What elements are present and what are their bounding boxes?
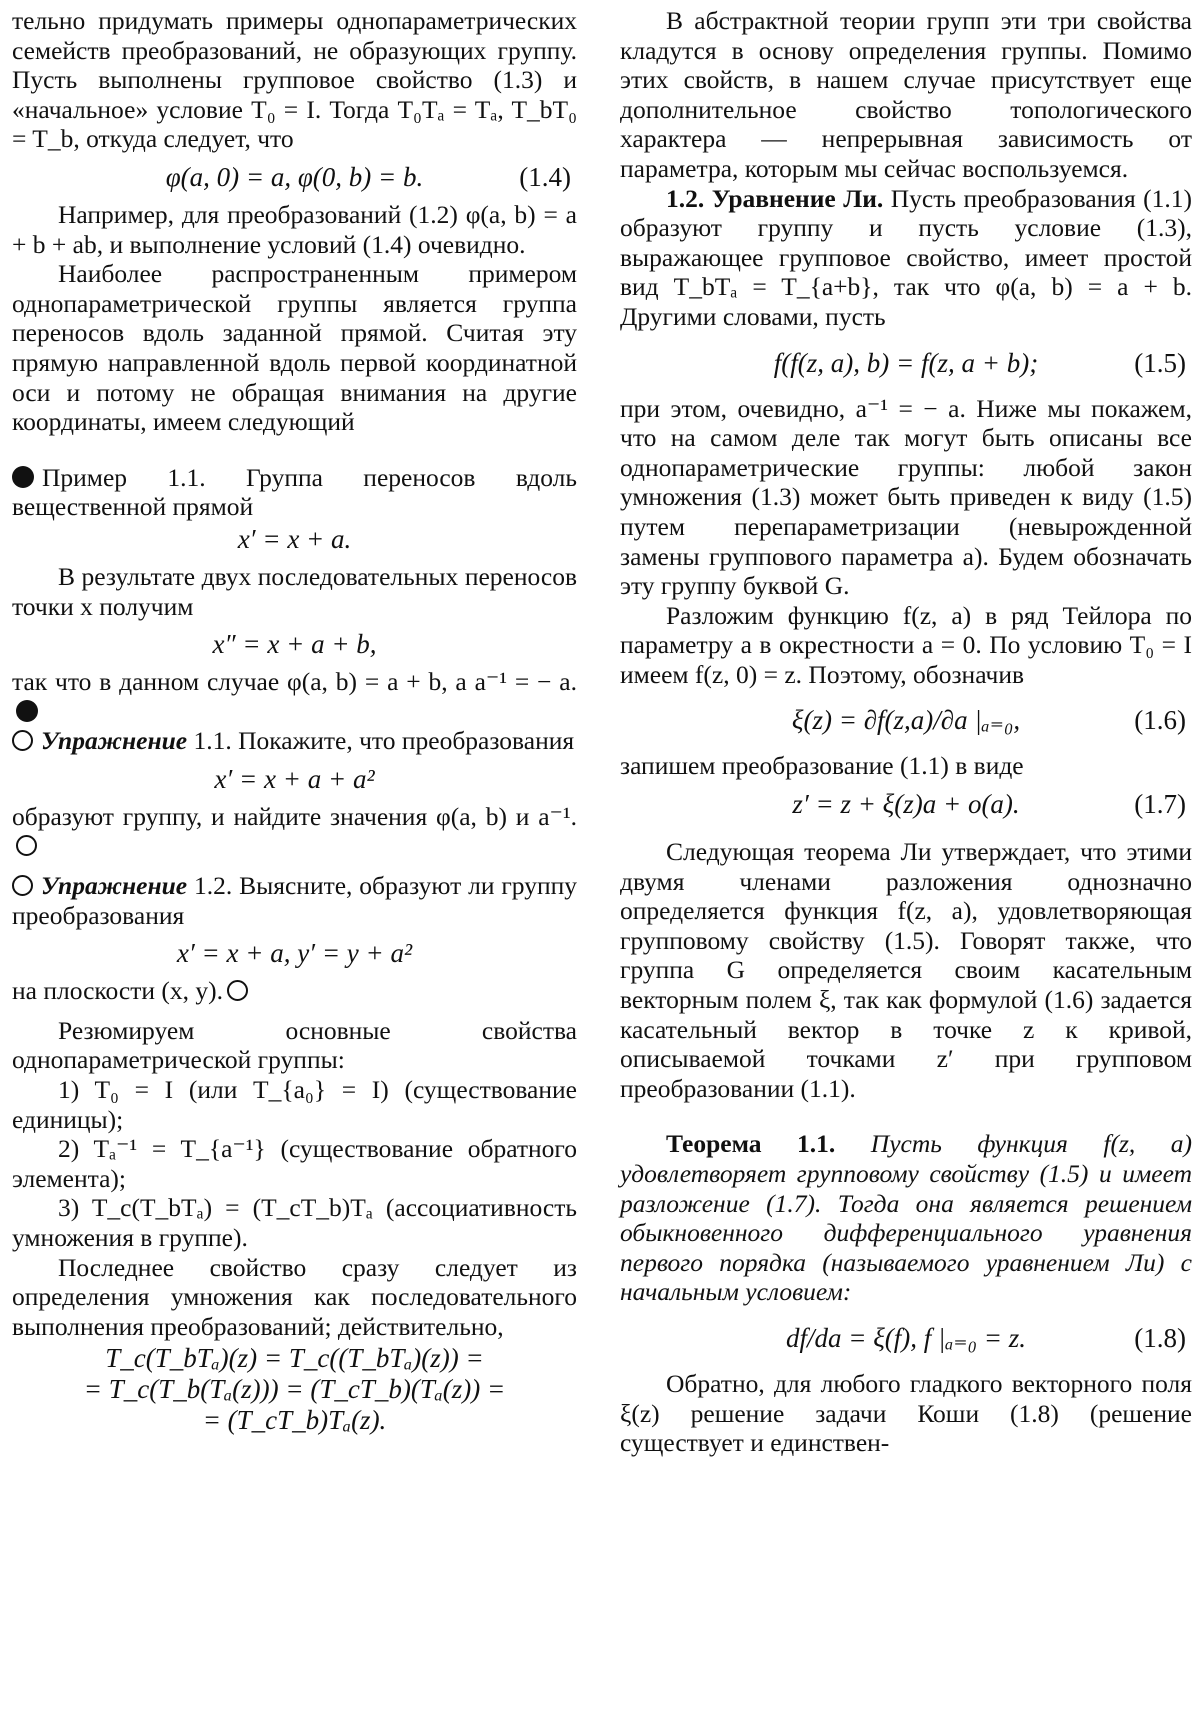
equation-number: (1.7) bbox=[1134, 789, 1186, 820]
paragraph bbox=[12, 802, 577, 861]
filled-bullet-icon bbox=[16, 700, 38, 722]
example-1-1 bbox=[12, 463, 577, 522]
paragraph: Резюмируем основные свойства однопараметрической группы: bbox=[12, 1015, 577, 1075]
paragraph: запишем преобразование (1.1) в виде bbox=[620, 751, 1024, 781]
right-column bbox=[620, 6, 1192, 1458]
section-1-2 bbox=[620, 184, 1192, 332]
equation-number: (1.8) bbox=[1134, 1322, 1186, 1353]
open-circle-icon bbox=[12, 875, 33, 896]
section-text: Пусть преобразования (1.1) образуют группу и пусть условие (1.3), выражающее групповое свойство, имеет простой вид T_bTₐ = T_{a+b}, так что φ(a, b) = a + b. Другими словами, пусть bbox=[620, 183, 1192, 331]
exercise-label: Упражнение bbox=[41, 871, 188, 901]
formula-text: φ(a, 0) = a, φ(0, b) = b. bbox=[165, 161, 424, 192]
theorem-label: Теорема 1.1. bbox=[666, 1129, 836, 1159]
equation-1-4 bbox=[12, 160, 577, 194]
paragraph: Например, для преобразований (1.2) φ(a, b) = a + b + ab, и выполнение условий (1.4) очевидно. bbox=[12, 199, 577, 259]
paragraph-text: так что в данном случае φ(a, b) = a + b, а a⁻¹ = − a. bbox=[12, 667, 577, 697]
paragraph: В результате двух последовательных переносов точки x получим bbox=[12, 561, 577, 621]
property-1: 1) T₀ = I (или T_{a₀} = I) (существование единицы); bbox=[12, 1075, 577, 1134]
equation-number: (1.4) bbox=[519, 161, 571, 192]
exercise-1-2 bbox=[12, 871, 577, 930]
formula-exercise-1 bbox=[12, 762, 577, 796]
equation-1-6 bbox=[620, 703, 1192, 737]
formula-two-translations bbox=[12, 627, 577, 661]
formula-line: = (T_cT_b)Tₐ(z). bbox=[202, 1405, 387, 1436]
section-title: 1.2. Уравнение Ли. bbox=[666, 183, 884, 213]
filled-bullet-icon bbox=[12, 466, 34, 488]
formula-line: = T_c(T_b(Tₐ(z))) = (T_cT_b)(Tₐ(z)) = bbox=[83, 1374, 506, 1405]
equation-1-7 bbox=[620, 787, 1192, 821]
paragraph-text: образуют группу, и найдите значения φ(a, b) и a⁻¹. bbox=[12, 801, 577, 831]
formula-text: df/da = ξ(f), f |ₐ₌₀ = z. bbox=[786, 1322, 1026, 1353]
paragraph bbox=[12, 667, 577, 726]
formula-text: x′ = x + a, y′ = y + a² bbox=[176, 938, 413, 969]
paragraph: Последнее свойство сразу следует из определения умножения как последовательного выполнения преобразований; действительно, bbox=[12, 1252, 577, 1341]
equation-number: (1.5) bbox=[1134, 347, 1186, 378]
formula-text: x′ = x + a. bbox=[237, 523, 352, 554]
paragraph: В абстрактной теории групп эти три свойства кладутся в основу определения группы. Помимо этих свойств, в нашем случае присутствует еще дополнительное свойство топологического характера — непрерывная зависимость от параметра, которым мы сейчас воспользуемся. bbox=[620, 6, 1192, 183]
exercise-text: 1.2. Выясните, образуют ли группу преобразования bbox=[12, 871, 577, 930]
open-circle-icon bbox=[12, 730, 33, 751]
formula-text: ξ(z) = ∂f(z,a)/∂a |ₐ₌₀, bbox=[791, 705, 1021, 736]
equation-1-8 bbox=[620, 1321, 1192, 1355]
paragraph: Обратно, для любого гладкого векторного поля ξ(z) решение задачи Коши (1.8) (решение существует и единствен- bbox=[620, 1368, 1192, 1458]
paragraph-text: на плоскости (x, y). bbox=[12, 976, 223, 1006]
formula-text: x″ = x + a + b, bbox=[212, 629, 377, 660]
theorem-text: Пусть функция f(z, a) удовлетворяет групповому свойству (1.5) и имеет разложение (1.7). Тогда она является решением обыкновенного дифференциального уравнения первого порядка (называемого уравнением Ли) с начальным условием: bbox=[620, 1129, 1192, 1307]
formula-text: f(f(z, a), b) = f(z, a + b); bbox=[773, 347, 1039, 378]
paragraph: Следующая теорема Ли утверждает, что этими двумя членами разложения однозначно определяется функция f(z, a), удовлетворяющая групповому свойству (1.5). Говорят также, что группа G определяется своим касательным векторным полем ξ, так как формулой (1.6) задается касательный вектор в точке z к кривой, описываемой точками z′ при групповом преобразовании (1.1). bbox=[620, 837, 1192, 1103]
paragraph: Наиболее распространенным примером однопараметрической группы является группа переносов вдоль заданной прямой. Считая эту прямую направленной вдоль первой координатной оси и потому не обращая внимания на другие координаты, имеем следующий bbox=[12, 259, 577, 437]
formula-example bbox=[12, 522, 577, 556]
paragraph: Разложим функцию f(z, a) в ряд Тейлора по параметру a в окрестности a = 0. По условию T₀ = I имеем f(z, 0) = z. Поэтому, обозначив bbox=[620, 600, 1192, 689]
paragraph: тельно придумать примеры однопараметрических семейств преобразований, не образующих группу. Пусть выполнены групповое свойство (1.3) и «начальное» условие T₀ = I. Тогда T₀Tₐ = Tₐ, T_bT₀ = T_b, откуда следует, что bbox=[12, 6, 577, 154]
formula-text: x′ = x + a + a² bbox=[214, 763, 375, 794]
formula-exercise-2 bbox=[12, 936, 577, 970]
open-circle-icon bbox=[16, 835, 37, 856]
exercise-1-1 bbox=[12, 726, 577, 756]
formula-text: z′ = z + ξ(z)a + o(a). bbox=[792, 789, 1020, 820]
formula-associativity bbox=[12, 1343, 577, 1436]
example-text: Пример 1.1. Группа переносов вдоль вещественной прямой bbox=[12, 462, 577, 522]
left-column bbox=[12, 6, 577, 1442]
exercise-label: Упражнение bbox=[41, 726, 188, 756]
equation-1-5 bbox=[620, 346, 1192, 380]
open-circle-icon bbox=[227, 980, 248, 1001]
theorem-1-1 bbox=[620, 1129, 1192, 1307]
paragraph: при этом, очевидно, a⁻¹ = − a. Ниже мы покажем, что на самом деле так могут быть описаны все однопараметрические группы: любой закон умножения (1.3) может быть приведен к виду (1.5) путем перепараметризации (невырожденной замены группового параметра a). Будем обозначать эту группу буквой G. bbox=[620, 393, 1192, 601]
formula-line: T_c(T_bTₐ)(z) = T_c((T_bTₐ)(z)) = bbox=[105, 1343, 484, 1374]
exercise-text: 1.1. Покажите, что преобразования bbox=[187, 726, 575, 756]
paragraph bbox=[12, 976, 577, 1006]
equation-number: (1.6) bbox=[1134, 705, 1186, 736]
property-2: 2) Tₐ⁻¹ = T_{a⁻¹} (существование обратного элемента); bbox=[12, 1134, 577, 1193]
property-3: 3) T_c(T_bTₐ) = (T_cT_b)Tₐ (ассоциативность умножения в группе). bbox=[12, 1193, 577, 1252]
